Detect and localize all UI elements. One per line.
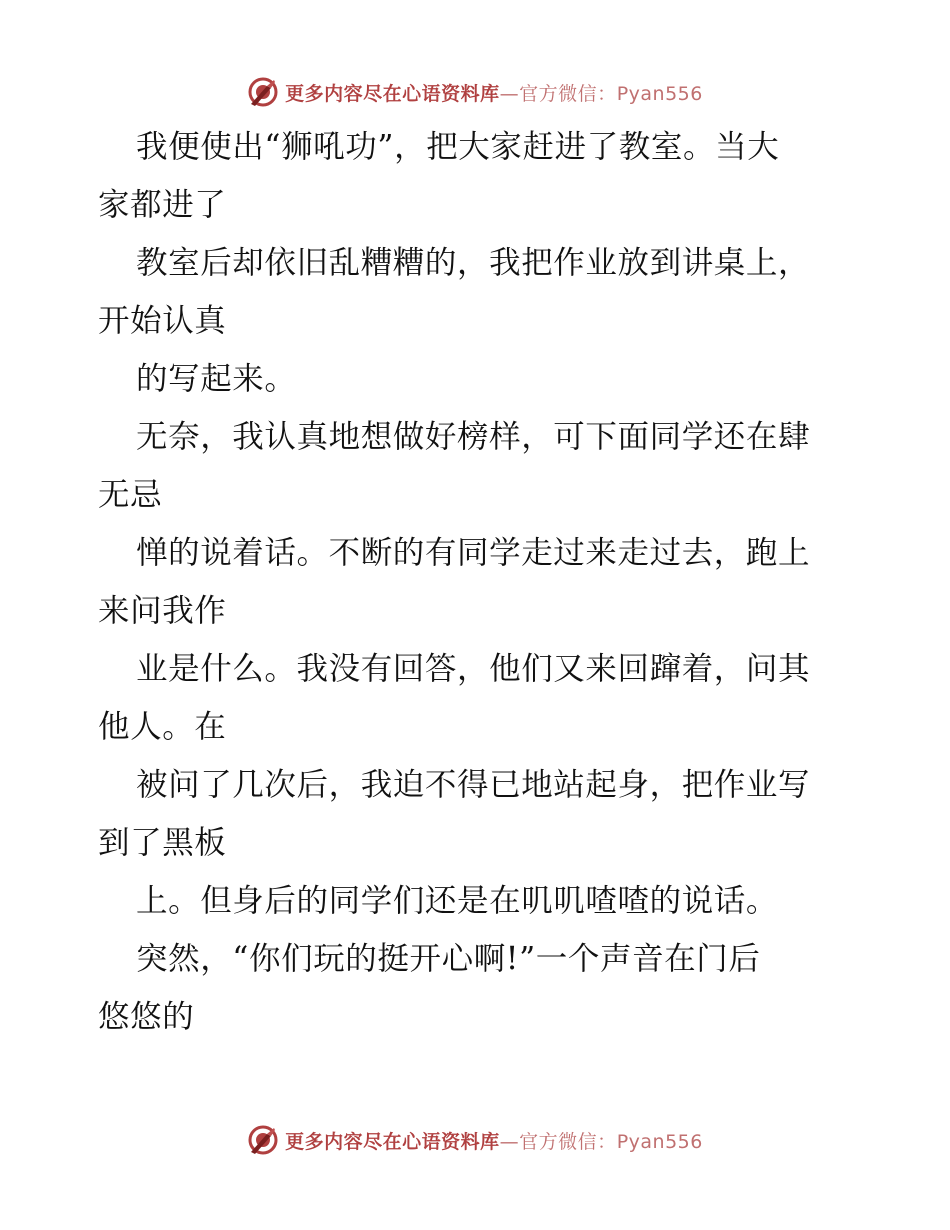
text-line: 家都进了 [98,187,227,223]
footer-banner-text [285,1127,703,1154]
footer-banner-wechat-label: 官方微信： [519,1130,617,1153]
text-line: 惮的说着话。不断的有同学走过来走过去，跑上 [136,535,811,571]
text-line: 被问了几次后，我迫不得已地站起身，把作业写 [136,767,811,803]
text-line: 悠悠的 [98,999,195,1035]
text-line: 突然，“你们玩的挺开心啊!”一个声音在门后 [136,941,761,977]
text-line: 教室后却依旧乱糟糟的，我把作业放到讲桌上， [136,245,811,281]
text-line: 上。但身后的同学们还是在叽叽喳喳的说话。 [136,883,779,919]
header-banner [0,72,950,112]
text-line: 到了黑板 [98,825,227,861]
footer-banner-main-text: 更多内容尽在心语资料库 [285,1130,500,1153]
footer-banner-separator: — [499,1130,520,1153]
header-banner-wechat-label: 官方微信： [519,82,617,105]
document-body [98,118,858,1046]
text-line: 来问我作 [98,593,227,629]
red-seal-pen-logo-icon [247,1124,279,1156]
footer-banner-wechat-id: Pyan556 [616,1130,703,1153]
text-line: 的写起来。 [136,361,297,397]
text-line: 他人。在 [98,709,227,745]
header-banner-main-text: 更多内容尽在心语资料库 [285,82,500,105]
text-line: 无忌 [98,477,163,513]
header-banner-wechat-id: Pyan556 [616,82,703,105]
text-line: 我便使出“狮吼功”，把大家赶进了教室。当大 [136,129,780,165]
text-line: 无奈，我认真地想做好榜样，可下面同学还在肆 [136,419,811,455]
header-banner-separator: — [499,82,520,105]
header-banner-text [285,79,703,106]
text-line: 开始认真 [98,303,227,339]
text-line: 业是什么。我没有回答，他们又来回蹿着，问其 [136,651,811,687]
red-seal-pen-logo-icon [247,76,279,108]
footer-banner [0,1120,950,1160]
